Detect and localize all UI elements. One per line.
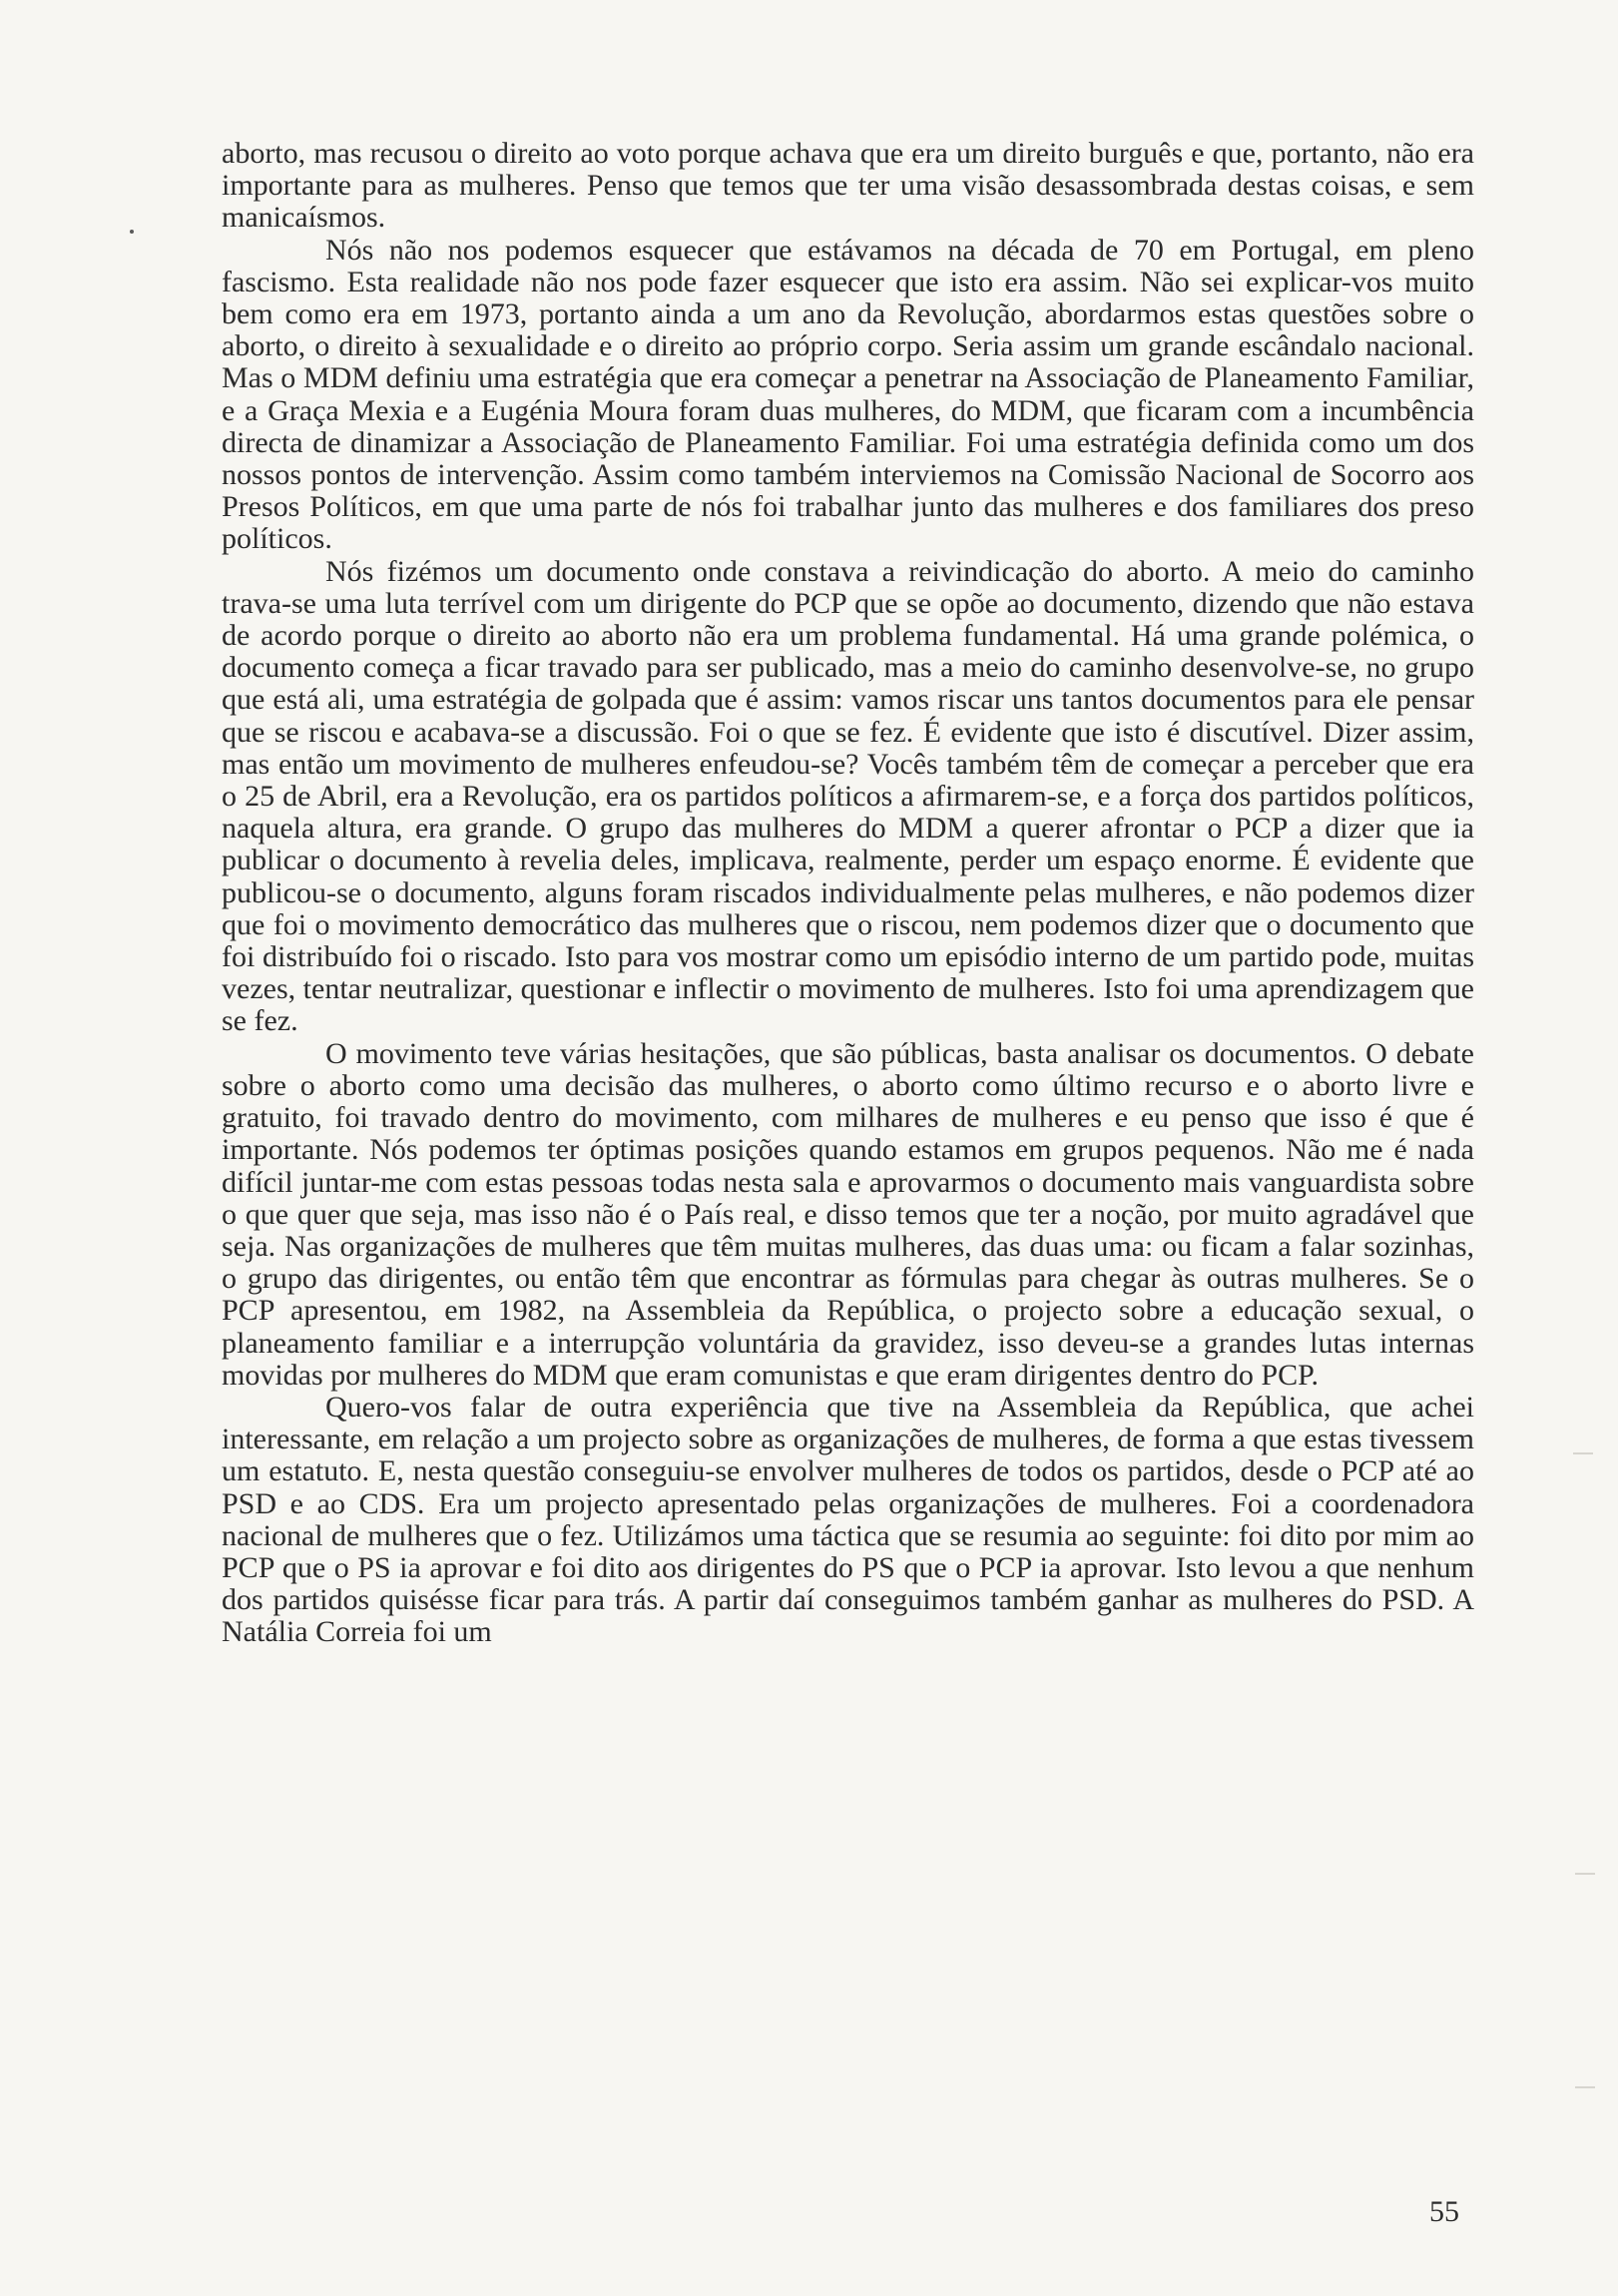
page-number: 55 — [1429, 2195, 1459, 2228]
scan-edge-mark — [1575, 2086, 1595, 2088]
body-text — [222, 138, 1474, 1649]
scan-edge-mark — [1573, 1452, 1593, 1454]
scan-edge-mark — [1575, 1873, 1595, 1875]
paragraph: Quero-vos falar de outra experiência que tive na Assembleia da República, que achei interessante, em relação a um projecto sobre as organizações de mulheres, de forma a que estas tivessem um estatuto. E, nesta questão conseguiu-se envolver mulheres de todos os partidos, desde o PCP até ao PSD e ao CDS. Era um projecto apresentado pelas organizações de mulheres. Foi a coordenadora nacional de mulheres que o fez. Utilizámos uma táctica que se resumia ao seguinte: foi dito por mim ao PCP que o PS ia aprovar e foi dito aos dirigentes do PS que o PCP ia aprovar. Isto levou a que nenhum dos partidos quisésse ficar para trás. A partir daí conseguimos também ganhar as mulheres do PSD. A Natália Correia foi um — [222, 1390, 1474, 1649]
paragraph: Nós fizémos um documento onde constava a reivindicação do aborto. A meio do caminho trava-se uma luta terrível com um dirigente do PCP que se opõe ao documento, dizendo que não estava de acordo porque o direito ao aborto não era um problema fundamental. Há uma grande polémica, o documento começa a ficar travado para ser publicado, mas a meio do caminho desenvolve-se, no grupo que está ali, uma estratégia de golpada que é assim: vamos riscar uns tantos documentos para ele pensar que se riscou e acabava-se a discussão. Foi o que se fez. É evidente que isto é discutível. Dizer assim, mas então um movimento de mulheres enfeudou-se? Vocês também têm de começar a perceber que era o 25 de Abril, era a Revolução, era os partidos políticos a afirmarem-se, e a força dos partidos políticos, naquela altura, era grande. O grupo das mulheres do MDM a querer afrontar o PCP a dizer que ia publicar o documento à revelia deles, implicava, realmente, perder um espaço enorme. É evidente que publicou-se o documento, alguns foram riscados individualmente pelas mulheres, e não podemos dizer que foi o movimento democrático das mulheres que o riscou, nem podemos dizer que o documento que foi distribuído foi o riscado. Isto para vos mostrar como um episódio interno de um partido pode, muitas vezes, tentar neutralizar, questionar e inflectir o movimento de mulheres. Isto foi uma aprendizagem que se fez. — [222, 554, 1474, 1038]
paragraph: aborto, mas recusou o direito ao voto porque achava que era um direito burguês e que, portanto, não era importante para as mulheres. Penso que temos que ter uma visão desassombrada destas coisas, e sem manicaísmos. — [222, 137, 1474, 235]
scan-speck — [130, 230, 134, 234]
paragraph: O movimento teve várias hesitações, que são públicas, basta analisar os documentos. O debate sobre o aborto como uma decisão das mulheres, o aborto como último recurso e o aborto livre e gratuito, foi travado dentro do movimento, com milhares de mulheres e eu penso que isso é que é importante. Nós podemos ter óptimas posições quando estamos em grupos pequenos. Não me é nada difícil juntar-me com estas pessoas todas nesta sala e aprovarmos o documento mais vanguardista sobre o que quer que seja, mas isso não é o País real, e disso temos que ter a noção, por muito agradável que seja. Nas organizações de mulheres que têm muitas mulheres, das duas uma: ou ficam a falar sozinhas, o grupo das dirigentes, ou então têm que encontrar as fórmulas para chegar às outras mulheres. Se o PCP apresentou, em 1982, na Assembleia da República, o projecto sobre a educação sexual, o planeamento familiar e a interrupção voluntária da gravidez, isso deveu-se a grandes lutas internas movidas por mulheres do MDM que eram comunistas e que eram dirigentes dentro do PCP. — [222, 1036, 1474, 1392]
paragraph: Nós não nos podemos esquecer que estávamos na década de 70 em Portugal, em pleno fascismo. Esta realidade não nos pode fazer esquecer que isto era assim. Não sei explicar-vos muito bem como era em 1973, portanto ainda a um ano da Revolução, abordarmos estas questões sobre o aborto, o direito à sexualidade e o direito ao próprio corpo. Seria assim um grande escândalo nacional. Mas o MDM definiu uma estratégia que era começar a penetrar na Associação de Planeamento Familiar, e a Graça Mexia e a Eugénia Moura foram duas mulheres, do MDM, que ficaram com a incumbência directa de dinamizar a Associação de Planeamento Familiar. Foi uma estratégia definida como um dos nossos pontos de intervenção. Assim como também interviemos na Comissão Nacional de Socorro aos Presos Políticos, em que uma parte de nós foi trabalhar junto das mulheres e dos familiares dos preso políticos. — [222, 233, 1474, 556]
